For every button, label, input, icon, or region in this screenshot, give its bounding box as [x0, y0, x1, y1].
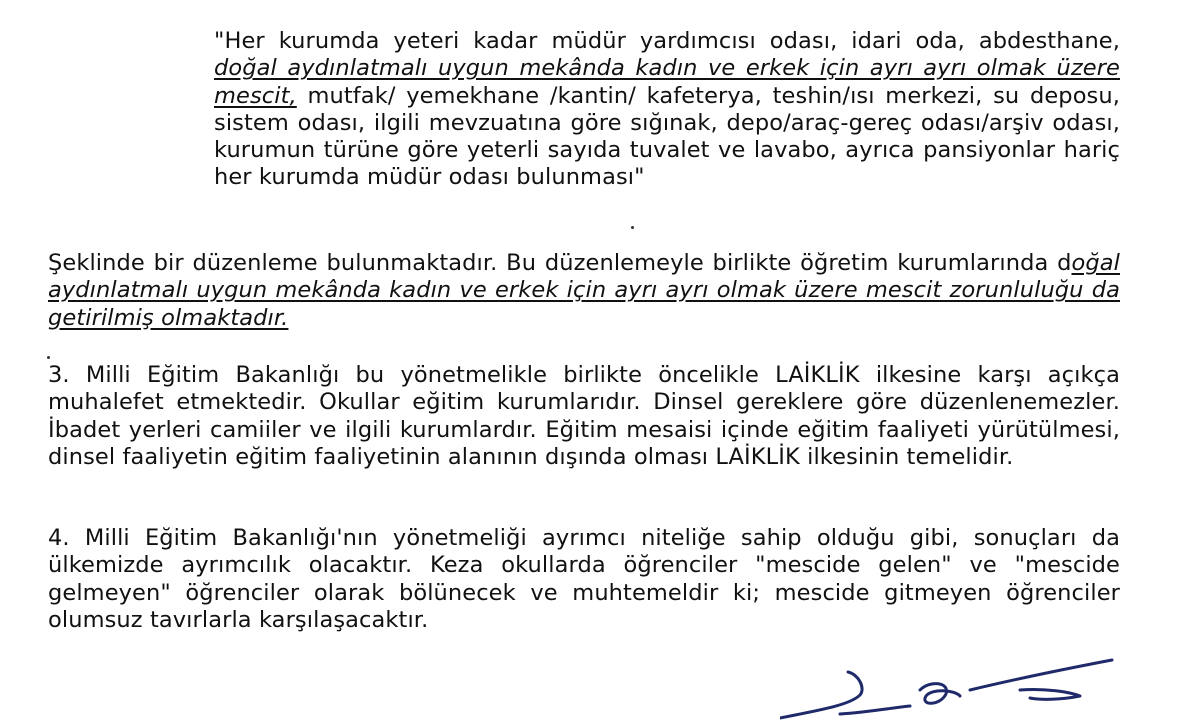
- signature-stroke-5: [1020, 689, 1080, 699]
- quote-text-part-1: "Her kurumda yeteri kadar müdür yardımcısı odası, idari oda, abdesthane,: [214, 28, 1120, 54]
- signature-stroke-2: [840, 706, 910, 714]
- seklinde-text: Şeklinde bir düzenleme bulunmaktadır. Bu düzenlemeyle birlikte öğretim kurumlarında d: [48, 250, 1072, 276]
- paragraph-3-laiklik: 3. Milli Eğitim Bakanlığı bu yönetmelikle birlikte öncelikle LAİKLİK ilkesine karşı açıkça muhalefet etmektedir. Okullar eğitim kurumlarıdır. Dinsel gereklere göre düzenlenemezler. İbadet yerleri camiiler ve ilgili kurumlardır. Eğitim mesaisi içinde eğitim faaliyeti yürütülmesi, dinsel faaliyetin eğitim faaliyetinin alanının dışında olması LAİKLİK ilkesinin temelidir.: [48, 362, 1120, 470]
- scan-speck: [47, 356, 50, 359]
- quote-underlined-mescit-clause: doğal aydınlatmalı uygun mekânda kadın ve erkek için ayrı ayrı olmak üzere mescit,: [214, 55, 1120, 109]
- paragraph-4-ayrimcilik: 4. Milli Eğitim Bakanlığı'nın yönetmeliği ayrımcı niteliğe sahip olduğu gibi, sonuçları da ülkemizde ayrımcılık olacaktır. Keza okullarda öğrenciler "mescide gelen" ve "mescide gelmeyen" öğrenciler olarak bölünecek ve muhtemeldir ki; mescide gitmeyen öğrenciler olumsuz tavırlarla karşılaşacaktır.: [48, 525, 1120, 633]
- paragraph-seklinde: [48, 250, 1120, 332]
- handwritten-signature: [780, 650, 1120, 720]
- seklinde-underlined-text: oğal aydınlatmalı uygun mekânda kadın ve erkek için ayrı ayrı olmak üzere mescit zorunluluğu da getirilmiş olmaktadır.: [48, 250, 1120, 331]
- quoted-regulation-text: [214, 28, 1120, 192]
- scan-speck: [631, 226, 634, 229]
- signature-stroke-4: [970, 660, 1112, 690]
- signature-stroke-1: [780, 672, 862, 718]
- signature-stroke-3: [920, 684, 960, 704]
- quote-text-part-2: mutfak/ yemekhane /kantin/ kafeterya, teshin/ısı merkezi, su deposu, sistem odası, ilgili mevzuatına göre sığınak, depo/araç-gereç odası/arşiv odası, kurumun türüne göre yeterli sayıda tuvalet ve lavabo, ayrıca pansiyonlar hariç her kurumda müdür odası bulunması": [214, 82, 1120, 191]
